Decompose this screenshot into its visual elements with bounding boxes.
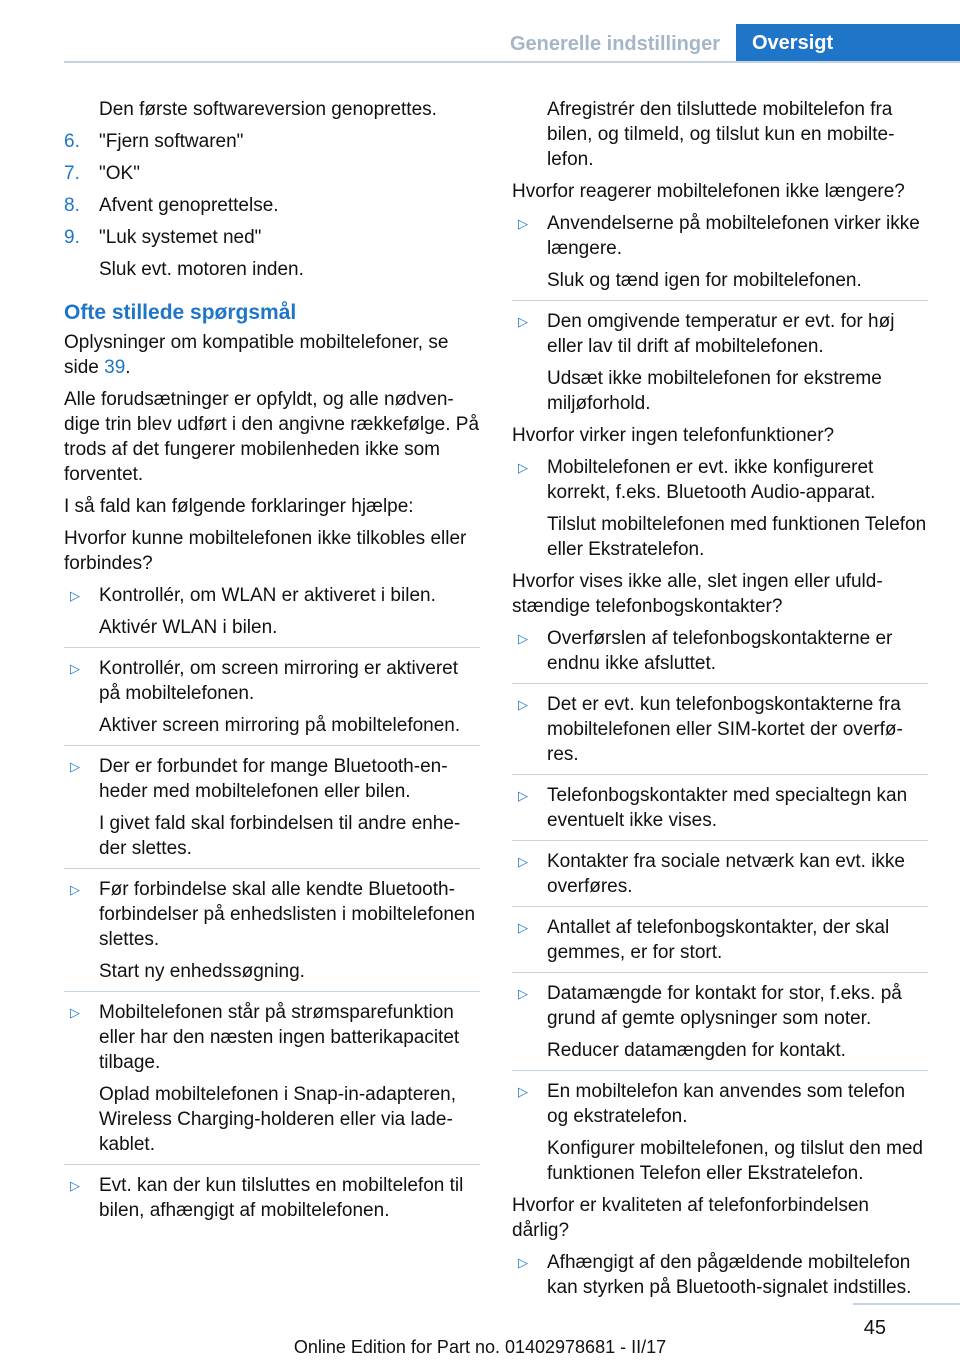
chapter-tab[interactable]: Oversigt: [736, 24, 960, 62]
divider: [512, 840, 928, 841]
triangle-bullet-icon: ▷: [518, 216, 528, 231]
question-no-phone-functions: Hvorfor virker ingen telefonfunktioner?: [512, 425, 835, 446]
step-9: [64, 225, 480, 282]
step-number: 6.: [64, 131, 80, 152]
list-item: ▷ Det er evt. kun telefonbogskontakterne fra mobiltelefonen eller SIM-kortet der overføres.: [512, 692, 928, 767]
step-number: 8.: [64, 195, 80, 216]
continued-text: Afregistrér den tilsluttede mobiltelefon fra bilen, og tilmeld, og tilslut kun en mobiltelefon.: [547, 99, 895, 170]
divider: [64, 745, 480, 746]
list-item: ▷ Overførslen af telefonbogskontakterne er endnu ikke afsluttet.: [512, 626, 928, 676]
triangle-bullet-icon: ▷: [70, 661, 80, 676]
step-7: [64, 161, 480, 186]
triangle-bullet-icon: ▷: [518, 631, 528, 646]
step-text: "Luk systemet ned": [99, 227, 262, 248]
triangle-bullet-icon: ▷: [518, 697, 528, 712]
step-text: Afvent genoprettelse.: [99, 195, 279, 216]
question-call-quality: Hvorfor er kvaliteten af telefonforbindelsen dårlig?: [512, 1195, 869, 1241]
divider: [512, 774, 928, 775]
list-item: ▷ Mobiltelefonen er evt. ikke konfigureret korrekt, f.eks. Bluetooth Audio-apparat. Tilslut mobiltelefonen med funktionen Telefon eller Ekstratelefon.: [512, 455, 928, 562]
header-rule: [64, 61, 960, 63]
list-item: ▷ Evt. kan der kun tilsluttes en mobiltelefon til bilen, afhængigt af mobiltelefonen.: [64, 1173, 480, 1223]
step-number: 7.: [64, 163, 80, 184]
list-item: ▷ Den omgivende temperatur er evt. for høj eller lav til drift af mobiltelefonen. Udsæt ikke mobiltelefonen for ekstreme miljøforhold.: [512, 309, 928, 416]
triangle-bullet-icon: ▷: [518, 1255, 528, 1270]
list-item: ▷ Kontrollér, om screen mirroring er aktiveret på mobiltelefonen. Aktiver screen mirroring på mobiltelefonen.: [64, 656, 480, 738]
continued-text: Den første softwareversion genoprettes.: [99, 99, 437, 120]
divider: [512, 906, 928, 907]
page-number: 45: [863, 1317, 886, 1339]
section-tab[interactable]: Generelle indstillinger: [509, 33, 720, 55]
section-heading: Ofte stillede spørgsmål: [64, 301, 297, 324]
triangle-bullet-icon: ▷: [70, 588, 80, 603]
page-link[interactable]: 39: [104, 357, 126, 378]
list-item: ▷ Telefonbogskontakter med specialtegn kan eventuelt ikke vises.: [512, 783, 928, 833]
list-item: ▷ Mobiltelefonen står på strømsparefunktion eller har den næsten ingen batterikapacitet tilbage. Oplad mobiltelefonen i Snap-in-adapteren, Wireless Charging-holderen eller via ladekablet.: [64, 1000, 480, 1157]
triangle-bullet-icon: ▷: [518, 920, 528, 935]
question-connect: Hvorfor kunne mobiltelefonen ikke tilkobles eller forbindes?: [64, 528, 467, 574]
triangle-bullet-icon: ▷: [70, 882, 80, 897]
footer-edition: Online Edition for Part no. 01402978681 - II/17: [293, 1337, 667, 1357]
step-text: "OK": [99, 163, 140, 184]
paragraph-compatible: Oplysninger om kompatible mobiltelefoner, se side 39.: [64, 332, 449, 378]
list-item: ▷ Antallet af telefonbogskontakter, der skal gemmes, er for stort.: [512, 915, 928, 965]
triangle-bullet-icon: ▷: [518, 460, 528, 475]
list-item: ▷ En mobiltelefon kan anvendes som telefon og ekstratelefon. Konfigurer mobiltelefonen, og tilslut den med funktionen Telefon eller Ekstratelefon.: [512, 1079, 928, 1186]
divider: [64, 647, 480, 648]
step-subtext: Sluk evt. motoren inden.: [99, 259, 304, 280]
step-8: [64, 193, 480, 218]
page-number-rule: [853, 1303, 960, 1305]
list-item: ▷ Kontakter fra sociale netværk kan evt. ikke overføres.: [512, 849, 928, 899]
triangle-bullet-icon: ▷: [518, 854, 528, 869]
divider: [512, 972, 928, 973]
divider: [512, 683, 928, 684]
list-item: ▷ Datamængde for kontakt for stor, f.eks. på grund af gemte oplysninger som noter. Reducer datamængden for kontakt.: [512, 981, 928, 1063]
triangle-bullet-icon: ▷: [518, 1084, 528, 1099]
question-not-responding: Hvorfor reagerer mobiltelefonen ikke længere?: [512, 181, 905, 202]
triangle-bullet-icon: ▷: [70, 1005, 80, 1020]
question-contacts: Hvorfor vises ikke alle, slet ingen eller ufuldstændige telefonbogskontakter?: [512, 571, 883, 617]
list-item: ▷ Anvendelserne på mobiltelefonen virker ikke længere. Sluk og tænd igen for mobiltelefonen.: [512, 211, 928, 293]
triangle-bullet-icon: ▷: [518, 788, 528, 803]
triangle-bullet-icon: ▷: [70, 759, 80, 774]
divider: [64, 991, 480, 992]
right-column: [512, 97, 928, 1307]
paragraph-explanations: I så fald kan følgende forklaringer hjælpe:: [64, 496, 414, 517]
paragraph-prerequisites: Alle forudsætninger er opfyldt, og alle nødvendige trin blev udført i den angivne rækkefølge. På trods af det fungerer mobilenheden ikke som forventet.: [64, 389, 480, 485]
list-item: ▷ Afhængigt af den pågældende mobiltelefon kan styrken på Bluetooth-signalet indstilles.: [512, 1250, 928, 1300]
divider: [64, 868, 480, 869]
triangle-bullet-icon: ▷: [70, 1178, 80, 1193]
step-6: [64, 129, 480, 154]
divider: [512, 1070, 928, 1071]
divider: [64, 1164, 480, 1165]
triangle-bullet-icon: ▷: [518, 314, 528, 329]
list-item: ▷ Før forbindelse skal alle kendte Bluetooth-forbindelser på enhedslisten i mobiltelefonen slettes. Start ny enhedssøgning.: [64, 877, 480, 984]
step-text: "Fjern softwaren": [99, 131, 244, 152]
list-item: ▷ Der er forbundet for mange Bluetooth-enheder med mobiltelefonen eller bilen. I givet fald skal forbindelsen til andre enheder slettes.: [64, 754, 480, 861]
page-header: [0, 24, 960, 62]
triangle-bullet-icon: ▷: [518, 986, 528, 1001]
left-column: [64, 97, 480, 1230]
step-number: 9.: [64, 227, 80, 248]
divider: [512, 300, 928, 301]
list-item: ▷ Kontrollér, om WLAN er aktiveret i bilen. Aktivér WLAN i bilen.: [64, 583, 480, 640]
